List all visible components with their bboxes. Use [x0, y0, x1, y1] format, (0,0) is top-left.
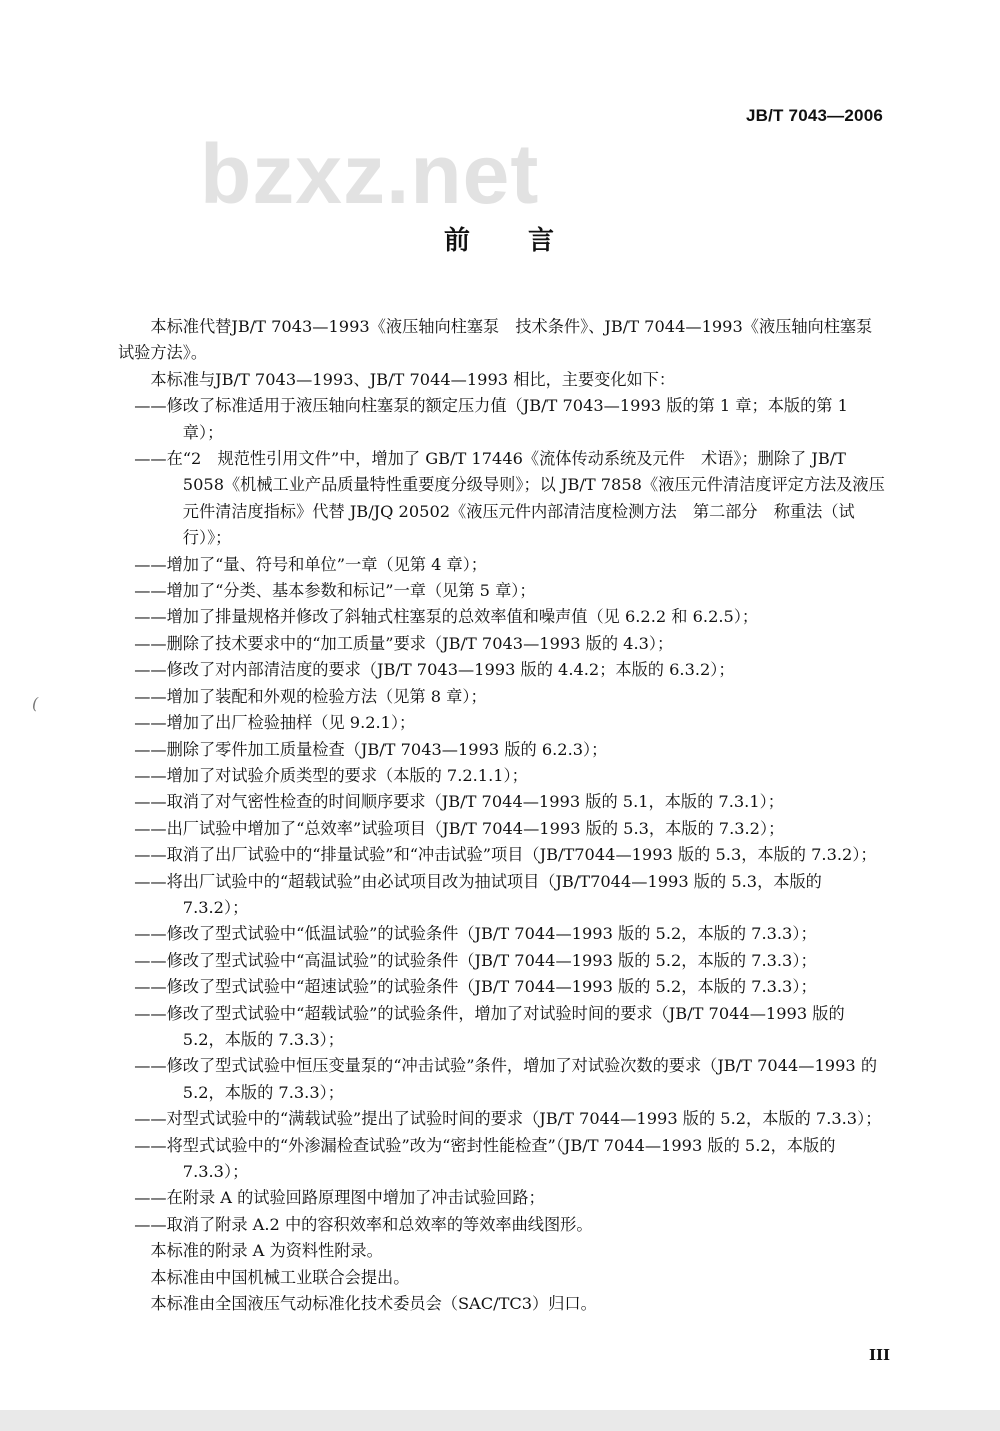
- change-item: ——将型式试验中的“外渗漏检查试验”改为“密封性能检查”（JB/T 7044—1993 版的 5.2，本版的 7.3.3）；: [134, 1135, 836, 1181]
- change-item: ——取消了附录 A.2 中的容积效率和总效率的等效率曲线图形。: [134, 1214, 593, 1234]
- change-item: ——增加了“量、符号和单位”一章（见第 4 章）；: [134, 554, 487, 574]
- change-item: ——删除了零件加工质量检查（JB/T 7043—1993 版的 6.2.3）；: [134, 739, 608, 759]
- change-item: ——增加了对试验介质类型的要求（本版的 7.2.1.1）；: [134, 765, 528, 785]
- paragraph: 本标准与JB/T 7043—1993、JB/T 7044—1993 相比，主要变化如下：: [150, 369, 676, 389]
- change-item: ——增加了装配和外观的检验方法（见第 8 章）；: [134, 686, 487, 706]
- change-item: ——在附录 A 的试验回路原理图中增加了冲击试验回路；: [134, 1188, 545, 1208]
- paragraph: 本标准由中国机械工业联合会提出。: [150, 1267, 410, 1287]
- paragraph: 本标准的附录 A 为资料性附录。: [150, 1241, 383, 1261]
- change-item: ——修改了对内部清洁度的要求（JB/T 7043—1993 版的 4.4.2；本版的 6.3.2）；: [134, 660, 735, 680]
- scan-edge: [0, 1410, 1000, 1431]
- change-item: ——出厂试验中增加了“总效率”试验项目（JB/T 7044—1993 版的 5.3，本版的 7.3.2）；: [134, 818, 785, 838]
- change-item: ——取消了出厂试验中的“排量试验”和“冲击试验”项目（JB/T7044—1993 版的 5.3，本版的 7.3.2）；: [134, 845, 877, 865]
- change-item: ——修改了型式试验中“超速试验”的试验条件（JB/T 7044—1993 版的 5.2，本版的 7.3.3）；: [134, 977, 817, 997]
- change-item: ——增加了“分类、基本参数和标记”一章（见第 5 章）；: [134, 581, 536, 601]
- change-item: ——删除了技术要求中的“加工质量”要求（JB/T 7043—1993 版的 4.3）；: [134, 633, 674, 653]
- change-item: ——修改了型式试验中“低温试验”的试验条件（JB/T 7044—1993 版的 5.2，本版的 7.3.3）；: [134, 924, 817, 944]
- watermark: bzxz.net: [200, 127, 540, 221]
- paragraph: 本标准由全国液压气动标准化技术委员会（SAC/TC3）归口。: [150, 1294, 597, 1314]
- change-item: ——将出厂试验中的“超载试验”由必试项目改为抽试项目（JB/T7044—1993 版的 5.3，本版的 7.3.2）；: [134, 871, 822, 917]
- foreword-body: [118, 314, 890, 1317]
- page-title: 前 言: [443, 226, 556, 256]
- change-item: ——修改了型式试验中“超载试验”的试验条件，增加了对试验时间的要求（JB/T 7044—1993 版的 5.2，本版的 7.3.3）；: [134, 1003, 845, 1049]
- change-item: ——取消了对气密性检查的时间顺序要求（JB/T 7044—1993 版的 5.1，本版的 7.3.1）；: [134, 792, 784, 812]
- change-item: ——对型式试验中的“满载试验”提出了试验时间的要求（JB/T 7044—1993 版的 5.2，本版的 7.3.3）；: [134, 1109, 882, 1129]
- change-item: ——修改了型式试验中恒压变量泵的“冲击试验”条件，增加了对试验次数的要求（JB/T 7044—1993 的 5.2，本版的 7.3.3）；: [134, 1056, 878, 1102]
- change-item: ——在“2 规范性引用文件”中，增加了 GB/T 17446《流体传动系统及元件 术语》；删除了 JB/T 5058《机械工业产品质量特性重要度分级导则》；以 JB/T 7858《液压元件清洁度评定方法及液压元件清洁度指标》代替 JB/JQ 20502《液压元件内部清洁度检测方法 第二部分 称重法（试行）》；: [134, 449, 885, 548]
- standard-code: JB/T 7043—2006: [746, 106, 883, 125]
- paragraph: 本标准代替JB/T 7043—1993《液压轴向柱塞泵 技术条件》、JB/T 7044—1993《液压轴向柱塞泵 试验方法》。: [118, 317, 889, 363]
- change-item: ——增加了排量规格并修改了斜轴式柱塞泵的总效率值和噪声值（见 6.2.2 和 6.2.5）；: [134, 607, 759, 627]
- margin-mark: (: [32, 694, 39, 713]
- change-item: ——增加了出厂检验抽样（见 9.2.1）；: [134, 713, 416, 733]
- page-number: III: [868, 1346, 890, 1364]
- change-item: ——修改了型式试验中“高温试验”的试验条件（JB/T 7044—1993 版的 5.2，本版的 7.3.3）；: [134, 950, 817, 970]
- change-item: ——修改了标准适用于液压轴向柱塞泵的额定压力值（JB/T 7043—1993 版的第 1 章；本版的第 1 章）；: [134, 396, 848, 442]
